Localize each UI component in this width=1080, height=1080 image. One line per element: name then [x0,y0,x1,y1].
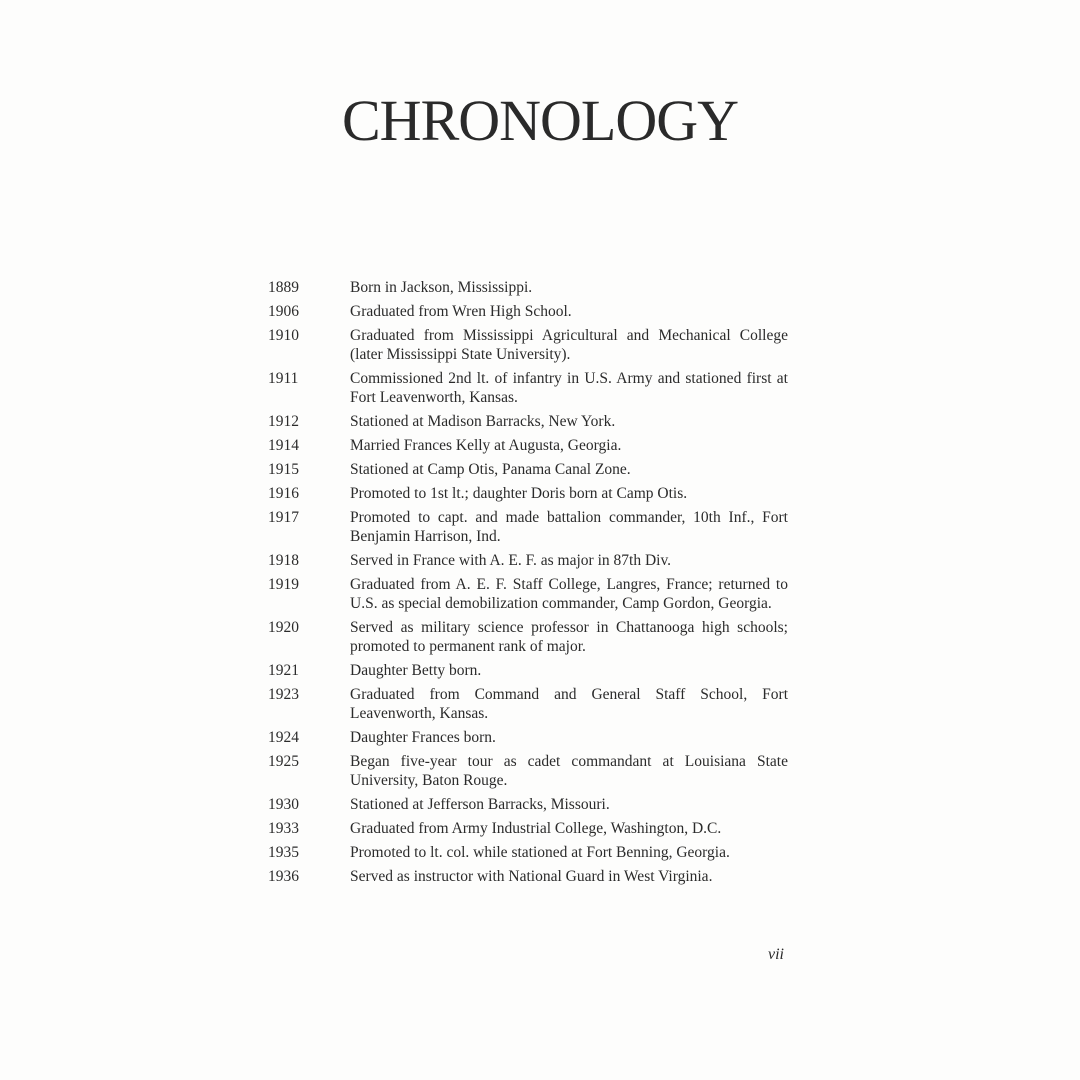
page-title: CHRONOLOGY [342,88,738,153]
entry-text: Promoted to lt. col. while stationed at Fort Benning, Georgia. [350,844,730,861]
chronology-entry [268,278,788,297]
entry-year: 1920 [268,619,299,636]
chronology-entry [268,369,788,407]
entry-year: 1923 [268,686,299,703]
entry-text: Served as instructor with National Guard in West Virginia. [350,868,713,885]
entry-text: Served in France with A. E. F. as major in 87th Div. [350,552,672,569]
entry-year: 1925 [268,753,299,770]
chronology-entry [268,752,788,790]
chronology-entry [268,484,788,503]
chronology-entry [268,843,788,862]
entry-year: 1914 [268,437,299,454]
chronology-entry [268,618,788,656]
entry-year: 1918 [268,552,299,569]
entry-year: 1889 [268,279,299,296]
entry-year: 1936 [268,868,299,885]
entry-year: 1912 [268,413,299,430]
entry-year: 1916 [268,485,299,502]
entry-year: 1930 [268,796,299,813]
entry-text: Commissioned 2nd lt. of infantry in U.S. Army and stationed first at Fort Leavenworth, Kansas. [350,370,788,406]
entry-text: Promoted to capt. and made battalion commander, 10th Inf., Fort Benjamin Harrison, Ind. [350,509,788,545]
entry-text: Graduated from Army Industrial College, Washington, D.C. [350,820,722,837]
entry-text: Daughter Frances born. [350,729,496,746]
entry-year: 1935 [268,844,299,861]
entry-text: Began five-year tour as cadet commandant at Louisiana State University, Baton Rouge. [350,753,788,789]
entry-year: 1919 [268,576,299,593]
entry-year: 1917 [268,509,299,526]
chronology-entry [268,326,788,364]
chronology-entry [268,867,788,886]
page-number: vii [768,946,784,963]
entry-text: Stationed at Jefferson Barracks, Missouri. [350,796,610,813]
entry-year: 1910 [268,327,299,344]
entry-text: Served as military science professor in Chattanooga high schools; promoted to permanent rank of major. [350,619,788,655]
entry-text: Graduated from Mississippi Agricultural and Mechanical College (later Mississippi State University). [350,327,788,363]
chronology-entry [268,728,788,747]
chronology-entry [268,551,788,570]
chronology-entry [268,575,788,613]
chronology-entry [268,795,788,814]
entry-year: 1933 [268,820,299,837]
chronology-entry [268,819,788,838]
chronology-entry [268,412,788,431]
chronology-entry [268,661,788,680]
entry-year: 1906 [268,303,299,320]
entry-text: Daughter Betty born. [350,662,482,679]
entry-text: Stationed at Madison Barracks, New York. [350,413,616,430]
entry-text: Graduated from Command and General Staff School, Fort Leavenworth, Kansas. [350,686,788,722]
entry-text: Stationed at Camp Otis, Panama Canal Zone. [350,461,631,478]
chronology-entry [268,436,788,455]
entry-year: 1924 [268,729,299,746]
entry-text: Born in Jackson, Mississippi. [350,279,533,296]
entry-text: Graduated from Wren High School. [350,303,572,320]
chronology-entry [268,685,788,723]
chronology-entry [268,302,788,321]
chronology-entry [268,508,788,546]
chronology-entry [268,460,788,479]
entry-year: 1911 [268,370,299,387]
entry-year: 1915 [268,461,299,478]
entry-text: Graduated from A. E. F. Staff College, Langres, France; returned to U.S. as special demobilization commander, Camp Gordon, Georgia. [350,576,788,612]
entry-text: Promoted to 1st lt.; daughter Doris born at Camp Otis. [350,485,688,502]
entry-year: 1921 [268,662,299,679]
chronology-list [268,278,788,891]
entry-text: Married Frances Kelly at Augusta, Georgia. [350,437,622,454]
